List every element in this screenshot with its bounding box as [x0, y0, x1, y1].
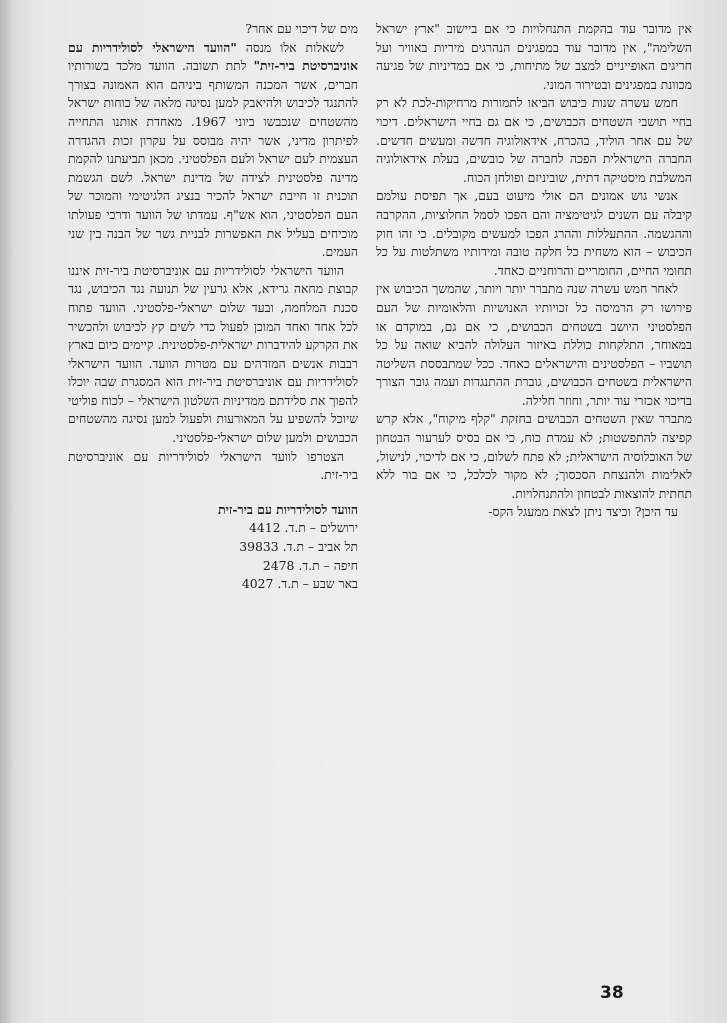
- paragraph: הוועד הישראלי לסולידריות עם אוניברסיטת ביר-זית איננו קבוצת מחאה גרידא, אלא גרעין של תנועה נגד הכיבוש, נגד סכנת המלחמה, ובעד שלום ישראלי-פלסטיני. הוועד פתוח לכל אחד ואחד המוכן לפעול כדי לשים קץ לכיבוש ולהכשיר את הקרקע להידברות ישראלית-פלסטינית. קיימים כיום בארץ רבבות אנשים המזדהים עם מטרות הוועד. הוועד הישראלי לסולידריות עם אוניברסיטת ביר-זית הוא המסגרת שבה יוכלו להפוך את סלידתם ממדיניות השלטון הישראלי – לכוח פוליטי שיוכל להשפיע על המאורעות ולפעול למען נסיגה מהשטחים הכבושים ולמען שלום ישראלי-פלסטיני.: [68, 262, 358, 446]
- paragraph: חמש עשרה שנות כיבוש הביאו לתמורות מרחיקות-לכת לא רק בחיי תושבי השטחים הכבושים, כי אם גם בחיי הישראלים. דיכוי של עם אחר הוליד, בהכרח, אידאולוגיה חדשה ומעשים חדשים. החברה הישראלית הפכה לחברה של כובשים, בעלת אידאולוגיה המשלבת מיסטיקה דתית, שוביניזם ופולחן הכוח.: [376, 95, 692, 185]
- paragraph: הצטרפו לוועד הישראלי לסולידריות עם אוניברסיטת ביר-זית.: [68, 448, 358, 483]
- paragraph: אין מדובר עוד בהקמת התנחלויות כי אם ביישוב "ארץ ישראל השלימה", אין מדובר עוד במפגינים הנהרגים מיריות באוויר ועל חריגים האופייניים למצב של מתיחות, כי אם במדיניות של פגיעה מכוונת במפגינים ובטירור המוני.: [376, 21, 692, 92]
- signature-block: [68, 501, 358, 594]
- paragraph-lead: לשאלות אלו מנסה: [236, 39, 344, 55]
- right-text-column: [376, 20, 692, 522]
- address-line: תל אביב – ת.ד. 39833: [239, 539, 358, 555]
- paragraph-rest: לתת תשובה. הוועד מלכד בשורותיו חברים, אשר המכנה המשותף ביניהם הוא האמונה בצורך להתנגד לכיבוש ולהיאבק למען נסיגה מלאה של כוחות ישראל מהשטחים שנכבשו ביוני 1967. מאחדת אותנו התחייה לפיתרון מדיני, אשר יהיה מבוסס על עקרון זכות ההגדרה העצמית לעם ישראל ולעם הפלסטיני. מכאן תביעתנו להקמת מדינה פלסטינית לצידה של מדינת ישראל. לשם הגשמת תוכנית זו חייבת ישראל להכיר בנציג הלגיטימי והמוכר של העם הפלסטיני, הוא אש"ף. עמדתו של הוועד ודרכי פעולתו מוכיחים בעליל את האפשרות לבניית גשר של הבנה בין שני העמים.: [68, 58, 358, 260]
- paragraph: לאחר חמש עשרה שנה מתברר יותר ויותר, שהמשך הכיבוש אין פירושו רק הרמיסה כל זכויותיו האנושיות והלאומיות של העם הפלסטיני היושב בשטחים הכבושים, כי אם גם, במוקדם או במאוחר, התלקחות כוללת באיזור העלולה להביא שואה על כל תושביו – הפלסטינים והישראלים כאחד. ככל שמתבססת השליטה הישראלית בשטחים הכבושים, גוברת ההתנגדות ועמה גובר הצורך בדיכוי אכזרי עוד יותר, וחוזר חלילה.: [376, 281, 692, 408]
- address-line: חיפה – ת.ד. 2478: [262, 557, 358, 573]
- page-crease-shadow: [0, 0, 14, 1023]
- address-line: ירושלים – ת.ד. 4412: [248, 520, 358, 536]
- left-text-column: [68, 20, 358, 594]
- committee-name-bold: "הוועד הישראלי לסולידריות עם אוניברסיטת ביר-זית": [68, 39, 358, 74]
- page-number: 38: [600, 983, 624, 1003]
- paragraph: [68, 39, 358, 262]
- paragraph: אנשי גוש אמונים הם אולי מיעוט בעם, אך תפיסת עולמם קיבלה עם השנים לגיטימציה והם הפכו לסמל החלוציות, ההקרבה וההגשמה. ההתעללות וההרג הפכו למעשים מקובלים. כי זהו חוק הכיבוש – הוא משחית כל חלקה טובה ומידותיו משתלטות על כל תחומי החיים, החומריים והרוחניים כאחד.: [376, 188, 692, 278]
- address-line: באר שבע – ת.ד. 4027: [241, 576, 358, 592]
- paragraph: מים של דיכוי עם אחר?: [245, 21, 358, 36]
- signature-title: הוועד לסולידריות עם ביר-זית: [218, 501, 358, 517]
- paragraph: מתברר שאין השטחים הכבושים בחזקת "קלף מיקוח", אלא קרש קפיצה להתפשטות; לא עמדת כוח, כי אם בסיס לערעור הבטחון של האוכלוסיה הישראלית; לא פתח לשלום, כי אם לדיכוי, לנישול, לאלימות ולהנצחת הסכסוך; לא מקור לכלכל, כי אם בור ללא תחתית להוצאות לבטחון ולהתנחלויות.: [376, 411, 692, 501]
- paragraph: עד היכן? וכיצד ניתן לצאת ממעגל הקס-: [488, 504, 678, 520]
